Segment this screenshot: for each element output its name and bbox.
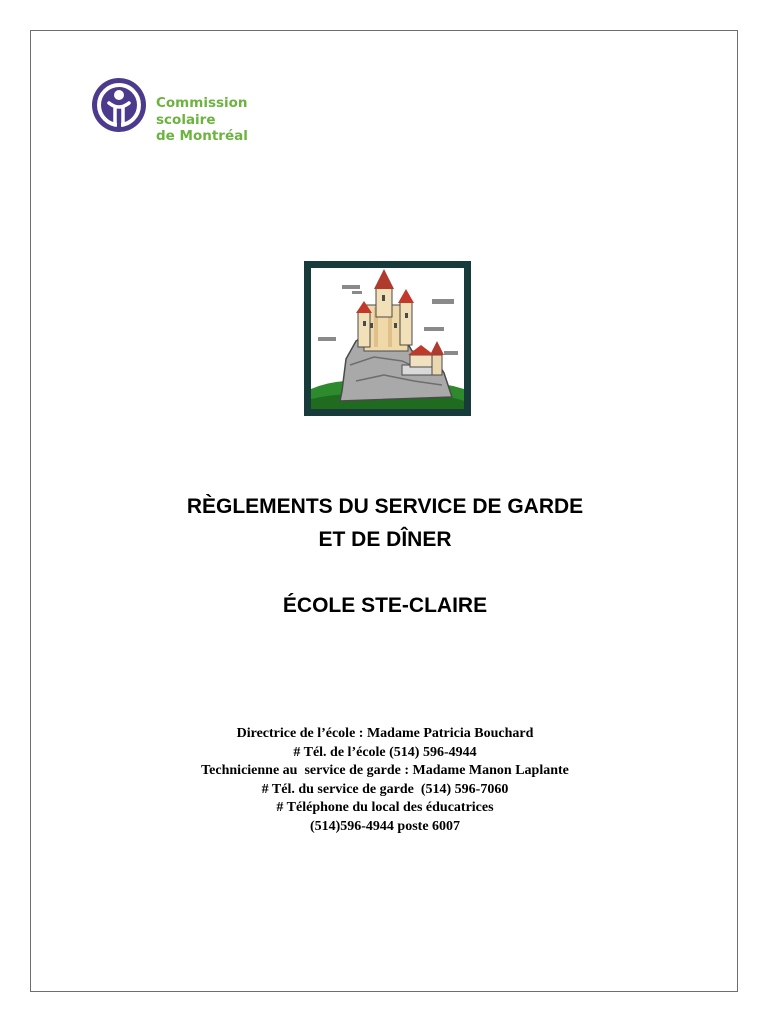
contact-block (0, 725, 770, 837)
contact-line-daycare-phone: # Tél. du service de garde (514) 596-7060 (261, 781, 509, 797)
organization-logo (91, 77, 261, 147)
contact-line-educators-label: # Téléphone du local des éducatrices (276, 800, 494, 816)
logo-line-3: de Montréal (156, 128, 248, 144)
contact-line-educators-phone: (514)596-4944 poste 6007 (309, 818, 461, 834)
contact-line-director: Directrice de l’école : Madame Patricia Bouchard (236, 726, 534, 741)
castle-on-rock-icon (304, 261, 471, 416)
contact-line-technician: Technicienne au service de garde : Madame Manon Laplante (201, 763, 569, 779)
document-title-line-1: RÈGLEMENTS DU SERVICE DE GARDE (186, 495, 584, 518)
contact-line-school-phone: # Tél. de l’école (514) 596-4944 (293, 744, 477, 760)
document-title-line-2: ET DE DÎNER (318, 528, 452, 551)
logo-line-2: scolaire (156, 111, 216, 128)
logo-wordmark (156, 95, 248, 145)
commission-scolaire-emblem-icon (91, 77, 151, 137)
logo-line-1: Commission (156, 95, 248, 111)
school-name: ÉCOLE STE-CLAIRE (282, 594, 488, 617)
